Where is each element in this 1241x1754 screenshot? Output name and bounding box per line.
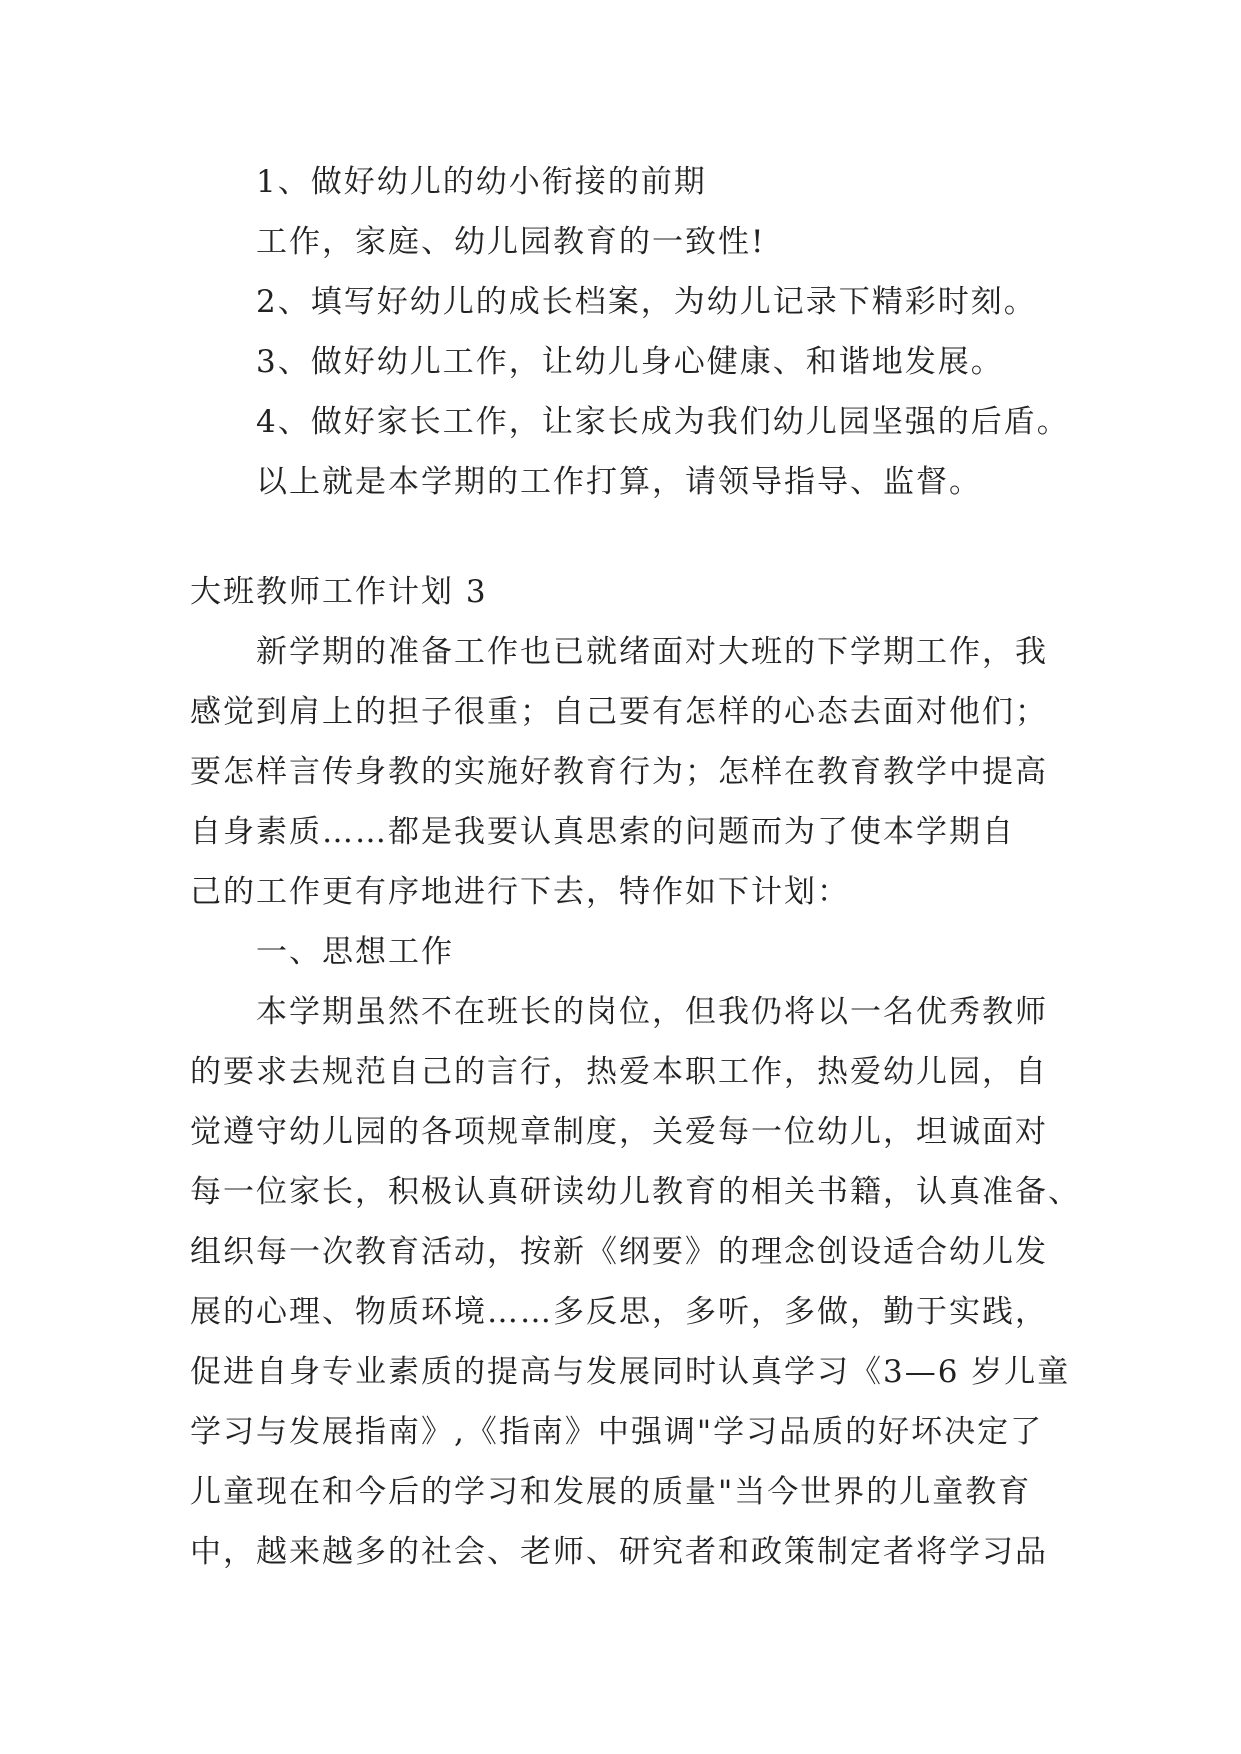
body-line-6: 展的心理、物质环境……多反思，多听，多做，勤于实践， (190, 1294, 1048, 1330)
intro-line-4: 自身素质……都是我要认真思索的问题而为了使本学期自 (190, 814, 1015, 850)
list-item-1: 1、做好幼儿的幼小衔接的前期 (256, 164, 707, 200)
body-line-2: 的要求去规范自己的言行，热爱本职工作，热爱幼儿园，自 (190, 1054, 1048, 1090)
list-item-3: 3、做好幼儿工作，让幼儿身心健康、和谐地发展。 (256, 344, 1004, 380)
list-item-1-continued: 工作，家庭、幼儿园教育的一致性! (256, 224, 766, 260)
body-line-7: 促进自身专业素质的提高与发展同时认真学习《3—6 岁儿童 (190, 1354, 1071, 1390)
body-line-4: 每一位家长，积极认真研读幼儿教育的相关书籍，认真准备、 (190, 1174, 1081, 1210)
list-item-2: 2、填写好幼儿的成长档案，为幼儿记录下精彩时刻。 (256, 284, 1037, 320)
body-line-1: 本学期虽然不在班长的岗位，但我仍将以一名优秀教师 (256, 994, 1048, 1030)
list-item-4: 4、做好家长工作，让家长成为我们幼儿园坚强的后盾。 (256, 404, 1070, 440)
body-line-8: 学习与发展指南》,《指南》中强调"学习品质的好坏决定了 (190, 1414, 1044, 1450)
body-line-9: 儿童现在和今后的学习和发展的质量"当今世界的儿童教育 (190, 1474, 1032, 1510)
intro-line-2: 感觉到肩上的担子很重；自己要有怎样的心态去面对他们； (190, 694, 1048, 730)
closing-line: 以上就是本学期的工作打算，请领导指导、监督。 (256, 464, 982, 500)
intro-line-5: 己的工作更有序地进行下去，特作如下计划： (190, 874, 850, 910)
body-line-3: 觉遵守幼儿园的各项规章制度，关爱每一位幼儿，坦诚面对 (190, 1114, 1048, 1150)
section-title: 大班教师工作计划 3 (190, 574, 488, 610)
subheading: 一、思想工作 (256, 934, 454, 970)
intro-line-3: 要怎样言传身教的实施好教育行为；怎样在教育教学中提高 (190, 754, 1048, 790)
body-line-10: 中，越来越多的社会、老师、研究者和政策制定者将学习品 (190, 1534, 1048, 1570)
intro-line-1: 新学期的准备工作也已就绪面对大班的下学期工作，我 (256, 634, 1048, 670)
body-line-5: 组织每一次教育活动，按新《纲要》的理念创设适合幼儿发 (190, 1234, 1048, 1270)
